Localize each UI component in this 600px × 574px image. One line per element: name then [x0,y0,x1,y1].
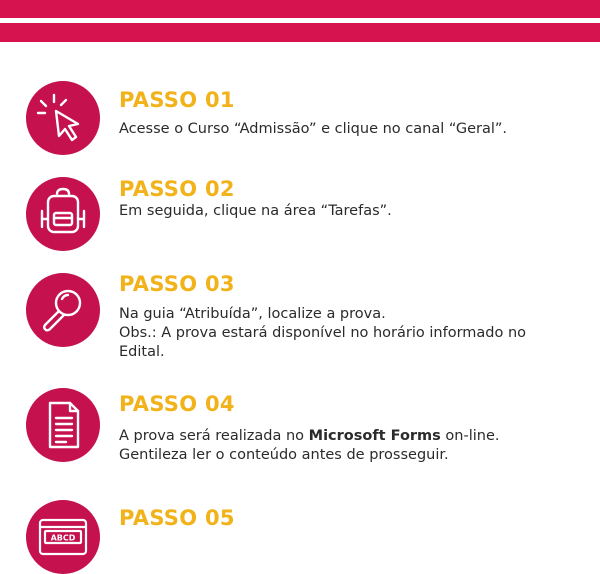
keyboard-screen-icon [26,500,100,574]
step-03-line-3: Edital. [119,344,165,360]
step-03-description [119,305,584,362]
step-05-heading: PASSO 05 [119,506,235,530]
keyboard-screen-text: ABCD [50,533,76,543]
header-band-stripe [0,23,600,42]
step-02-description [119,202,584,221]
step-04-line-1-end: on-line. [440,428,500,444]
cursor-click-icon [26,81,100,155]
step-01-line: Acesse o Curso “Admissão” e clique no canal “Geral”. [119,121,507,137]
step-03-line-2: Obs.: A prova estará disponível no horário informado no [119,325,527,341]
step-02-heading: PASSO 02 [119,177,235,201]
step-03-line-1: Na guia “Atribuída”, localize a prova. [119,306,386,322]
magnifier-icon [26,273,100,347]
step-04-line-1 [119,427,584,446]
step-04-description [119,427,584,465]
step-03-heading: PASSO 03 [119,272,235,296]
document-icon [26,388,100,462]
step-04-heading: PASSO 04 [119,392,235,416]
step-01-heading: PASSO 01 [119,88,235,112]
step-04-line-1-start: A prova será realizada no [119,428,309,444]
step-01-description [119,120,584,139]
step-02-line: Em seguida, clique na área “Tarefas”. [119,203,392,219]
step-04-line-2: Gentileza ler o conteúdo antes de prosseguir. [119,447,449,463]
step-04-line-1-bold: Microsoft Forms [308,428,441,444]
backpack-icon [26,177,100,251]
header-band-top [0,0,600,18]
